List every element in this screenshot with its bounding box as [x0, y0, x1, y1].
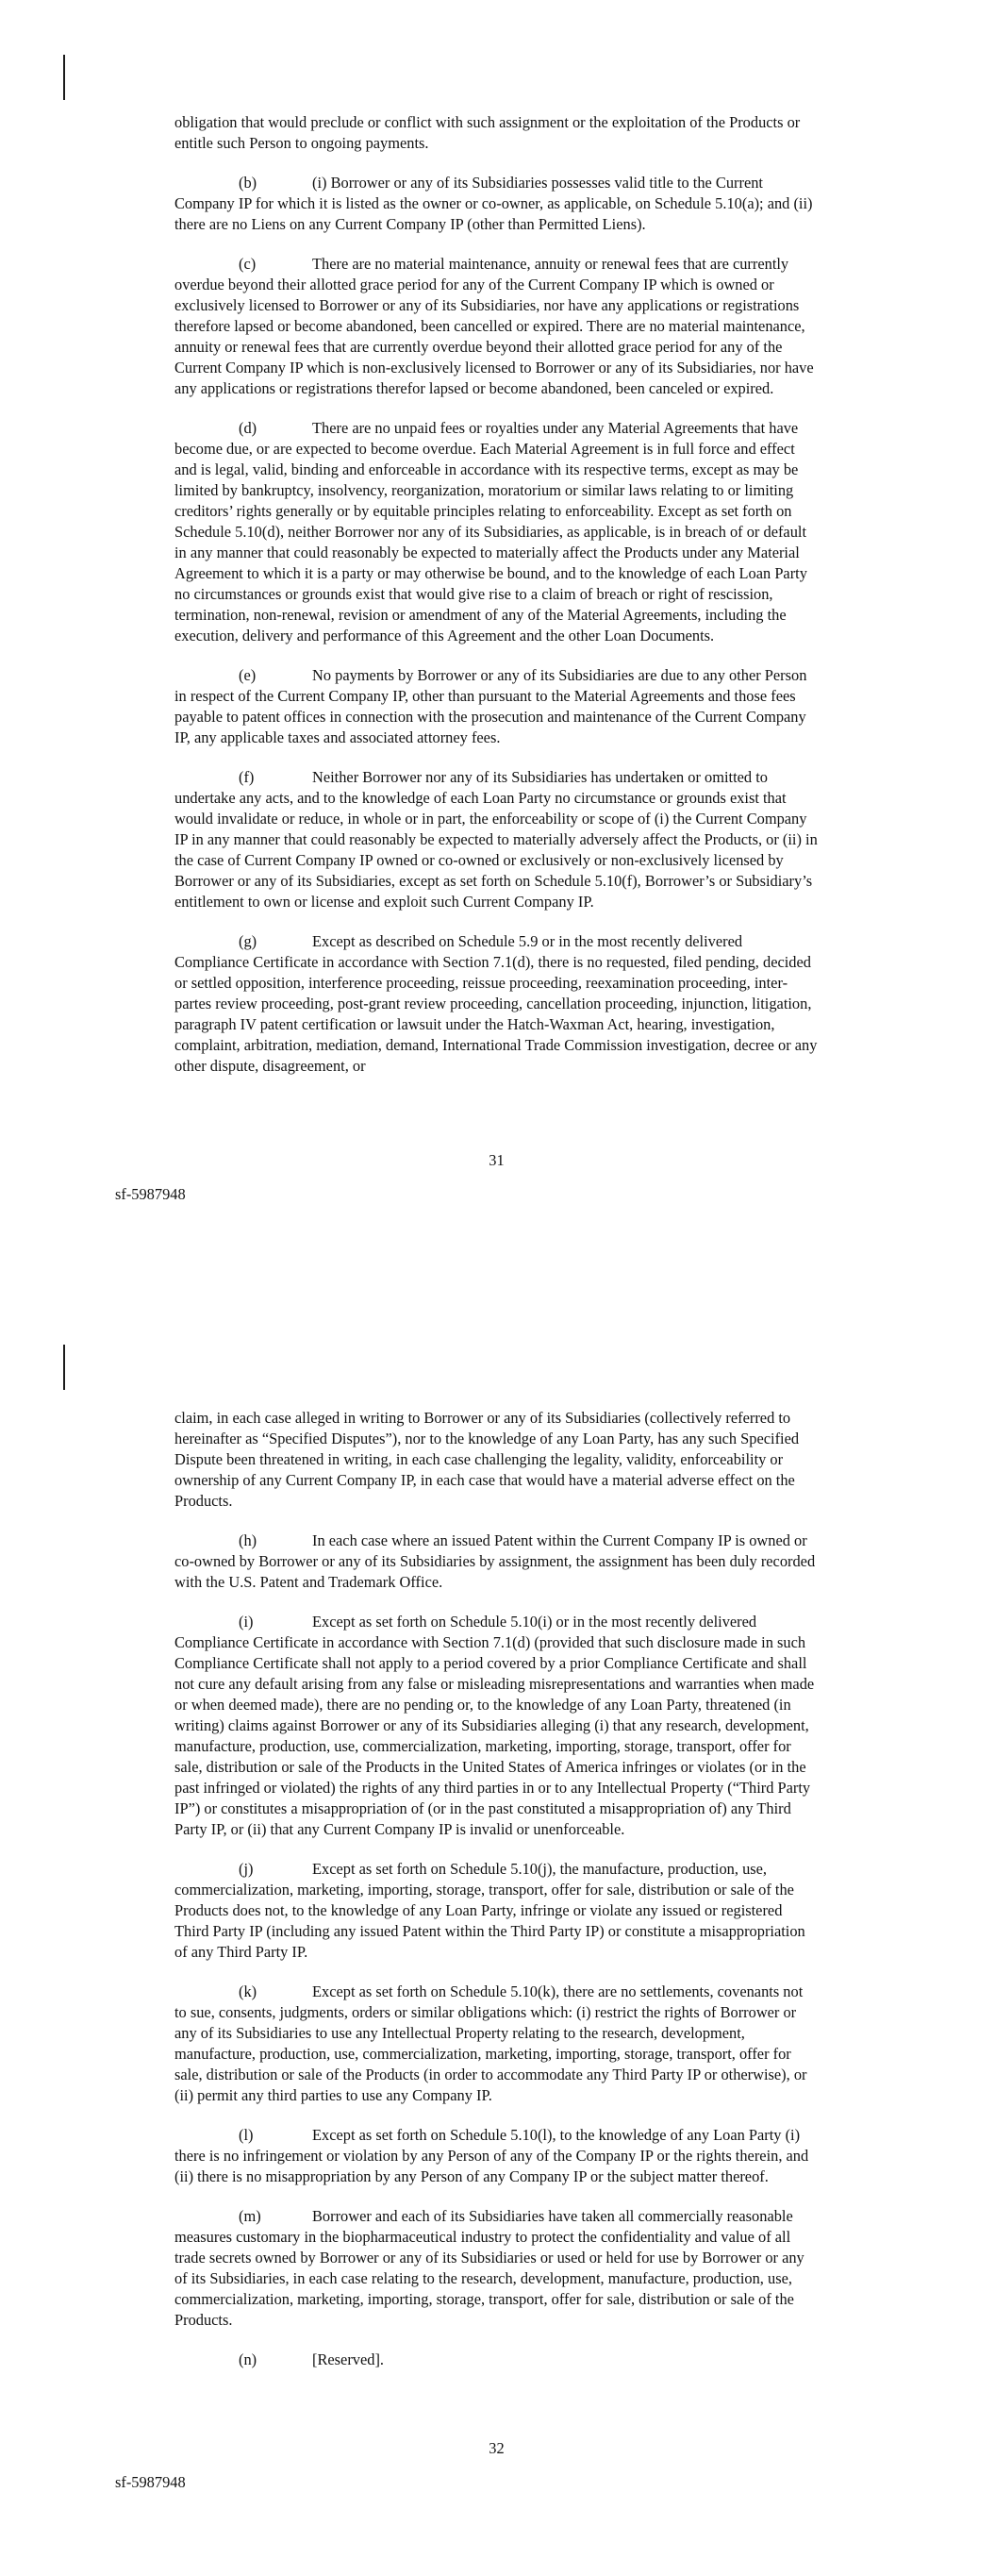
paragraph-text: obligation that would preclude or conflict with such assignment or the exploitation of the Products or entitle such Person to ongoing payments. [174, 113, 801, 152]
paragraph-h [174, 1531, 819, 1593]
paragraph-label: (b) [239, 174, 257, 192]
document-reference: sf-5987948 [115, 2473, 186, 2491]
paragraph-label: (g) [239, 932, 257, 950]
paragraph-label: (n) [239, 2350, 257, 2368]
paragraph-text: Except as set forth on Schedule 5.10(l), to the knowledge of any Loan Party (i) there is no infringement or violation by any Person of any of the Company IP or the rights therein, and (ii) there is no misappropriation by any Person of any Company IP or the subject matter thereof. [174, 2126, 809, 2185]
page-number: 32 [489, 2439, 505, 2457]
paragraph-j [174, 1859, 819, 1963]
paragraph-e [174, 665, 819, 748]
paragraph-text: (i) Borrower or any of its Subsidiaries possesses valid title to the Current Company IP for which it is listed as the owner or co-owner, as applicable, on Schedule 5.10(a); and (ii) there are no Liens on any Current Company IP (other than Permitted Liens). [174, 174, 813, 233]
paragraph-text: Except as set forth on Schedule 5.10(i) or in the most recently delivered Compliance Certificate in accordance with Section 7.1(d) (provided that such disclosure made in such Compliance Certificate shall not apply to a period covered by a prior Compliance Certificate and shall not cure any default arising from any false or misleading misrepresentations and warranties when made or when deemed made), there are no pending or, to the knowledge of any Loan Party, threatened (in writing) claims against Borrower or any of its Subsidiaries alleging (i) that any research, development, manufacture, production, use, commercialization, marketing, importing, storage, transport, offer for sale, distribution or sale of the Products in the United States of America infringes or violates (or in the past infringed or violated) the rights of any third parties in or to any Intellectual Property (“Third Party IP”) or constitutes a misappropriation of (or in the past constituted a misappropriation of) any Third Party IP, or (ii) that any Current Company IP is invalid or unenforceable. [174, 1613, 815, 1838]
paragraph-label: (k) [239, 1982, 257, 2000]
paragraph-text: There are no unpaid fees or royalties under any Material Agreements that have become due, or are expected to become overdue. Each Material Agreement is in full force and effect and is legal, valid, binding and enforceable in accordance with its respective terms, except as may be limited by bankruptcy, insolvency, reorganization, moratorium or similar laws relating to or limiting creditors’ rights generally or by equitable principles relating to enforceability. Except as set forth on Schedule 5.10(d), neither Borrower nor any of its Subsidiaries, as applicable, is in breach of or default in any manner that could reasonably be expected to materially affect the Products under any Material Agreement to which it is a party or may otherwise be bound, and to the knowledge of each Loan Party no circumstances or grounds exist that would give rise to a claim of breach or right of rescission, termination, non-renewal, revision or amendment of any of the Material Agreements, including the execution, delivery and performance of this Agreement and the other Loan Documents. [174, 419, 807, 644]
paragraph-b [174, 173, 819, 235]
paragraph-label: (h) [239, 1531, 257, 1549]
change-bar [63, 1345, 65, 1390]
page-number: 31 [489, 1151, 505, 1169]
paragraph-label: (f) [239, 768, 255, 786]
paragraph-text: Except as set forth on Schedule 5.10(k), there are no settlements, covenants not to sue, consents, judgments, orders or similar obligations which: (i) restrict the rights of Borrower or any of its Subsidiaries to use any Intellectual Property relating to the research, development, manufacture, production, use, commercialization, marketing, importing, storage, transport, offer for sale, distribution or sale of the Products (in order to accommodate any Third Party IP or otherwise), or (ii) permit any third parties to use any Company IP. [174, 1982, 807, 2104]
change-bar [63, 55, 65, 100]
paragraph-text: Neither Borrower nor any of its Subsidiaries has undertaken or omitted to undertake any acts, and to the knowledge of each Loan Party no circumstance or grounds exist that would invalidate or reduce, in whole or in part, the enforceability or scope of (i) the Current Company IP in any manner that could reasonably be expected to materially adversely affect the Products, or (ii) in the case of Current Company IP owned or co-owned or exclusively or non-exclusively licensed by Borrower or any of its Subsidiaries, except as set forth on Schedule 5.10(f), Borrower’s or Subsidiary’s entitlement to own or license and exploit such Current Company IP. [174, 768, 818, 911]
paragraph-label: (m) [239, 2207, 261, 2225]
document-page-32 [0, 1288, 995, 2576]
paragraph-continuation [174, 112, 819, 154]
paragraph-label: (d) [239, 419, 257, 437]
paragraph-n [174, 2350, 819, 2370]
paragraph-text: There are no material maintenance, annuity or renewal fees that are currently overdue beyond their allotted grace period for any of the Current Company IP which is owned or exclusively licensed to Borrower or any of its Subsidiaries, nor have any applications or registrations therefore lapsed or become abandoned, been cancelled or expired. There are no material maintenance, annuity or renewal fees that are currently overdue beyond their allotted grace period for any of the Current Company IP which is non-exclusively licensed to Borrower or any of its Subsidiaries, nor have any applications or registrations therefor lapsed or become abandoned, been canceled or expired. [174, 255, 814, 397]
paragraph-text: Except as set forth on Schedule 5.10(j), the manufacture, production, use, commercialization, marketing, importing, storage, transport, offer for sale, distribution or sale of the Products does not, to the knowledge of any Loan Party, infringe or violate any issued or registered Third Party IP (including any issued Patent within the Third Party IP) or constitute a misappropriation of any Third Party IP. [174, 1860, 805, 1961]
paragraph-continuation [174, 1408, 819, 1512]
paragraph-label: (j) [239, 1860, 254, 1878]
paragraph-text: Borrower and each of its Subsidiaries have taken all commercially reasonable measures customary in the biopharmaceutical industry to protect the confidentiality and value of all trade secrets owned by Borrower or any of its Subsidiaries or used or held for use by Borrower or any of its Subsidiaries, in each case relating to the research, development, manufacture, production, use, commercialization, marketing, importing, storage, transport, offer for sale, distribution or sale of the Products. [174, 2207, 804, 2329]
document-reference: sf-5987948 [115, 1185, 186, 1203]
paragraph-text: No payments by Borrower or any of its Subsidiaries are due to any other Person in respect of the Current Company IP, other than pursuant to the Material Agreements and those fees payable to patent offices in connection with the prosecution and maintenance of the Current Company IP, any applicable taxes and associated attorney fees. [174, 666, 807, 746]
paragraph-label: (i) [239, 1613, 254, 1631]
page-body [174, 112, 819, 1077]
paragraph-text: [Reserved]. [312, 2350, 384, 2368]
paragraph-l [174, 2125, 819, 2187]
paragraph-text: Except as described on Schedule 5.9 or in the most recently delivered Compliance Certificate in accordance with Section 7.1(d), there is no requested, filed pending, decided or settled opposition, interference proceeding, reissue proceeding, reexamination proceeding, inter-partes review proceeding, post-grant review proceeding, cancellation proceeding, injunction, litigation, paragraph IV patent certification or lawsuit under the Hatch-Waxman Act, hearing, investigation, complaint, arbitration, mediation, demand, International Trade Commission investigation, decree or any other dispute, disagreement, or [174, 932, 818, 1075]
paragraph-d [174, 418, 819, 646]
paragraph-c [174, 254, 819, 399]
paragraph-k [174, 1982, 819, 2106]
paragraph-text: In each case where an issued Patent within the Current Company IP is owned or co-owned by Borrower or any of its Subsidiaries by assignment, the assignment has been duly recorded with the U.S. Patent and Trademark Office. [174, 1531, 816, 1591]
paragraph-i [174, 1612, 819, 1840]
paragraph-f [174, 767, 819, 912]
paragraph-g [174, 931, 819, 1077]
paragraph-label: (e) [239, 666, 257, 684]
page-body [174, 1408, 819, 2370]
paragraph-label: (l) [239, 2126, 254, 2144]
paragraph-text: claim, in each case alleged in writing to Borrower or any of its Subsidiaries (collectively referred to hereinafter as “Specified Disputes”), nor to the knowledge of any Loan Party, has any such Specified Dispute been threatened in writing, in each case challenging the legality, validity, enforceability or ownership of any Current Company IP, in each case that would have a material adverse effect on the Products. [174, 1409, 800, 1510]
paragraph-m [174, 2206, 819, 2331]
paragraph-label: (c) [239, 255, 257, 273]
